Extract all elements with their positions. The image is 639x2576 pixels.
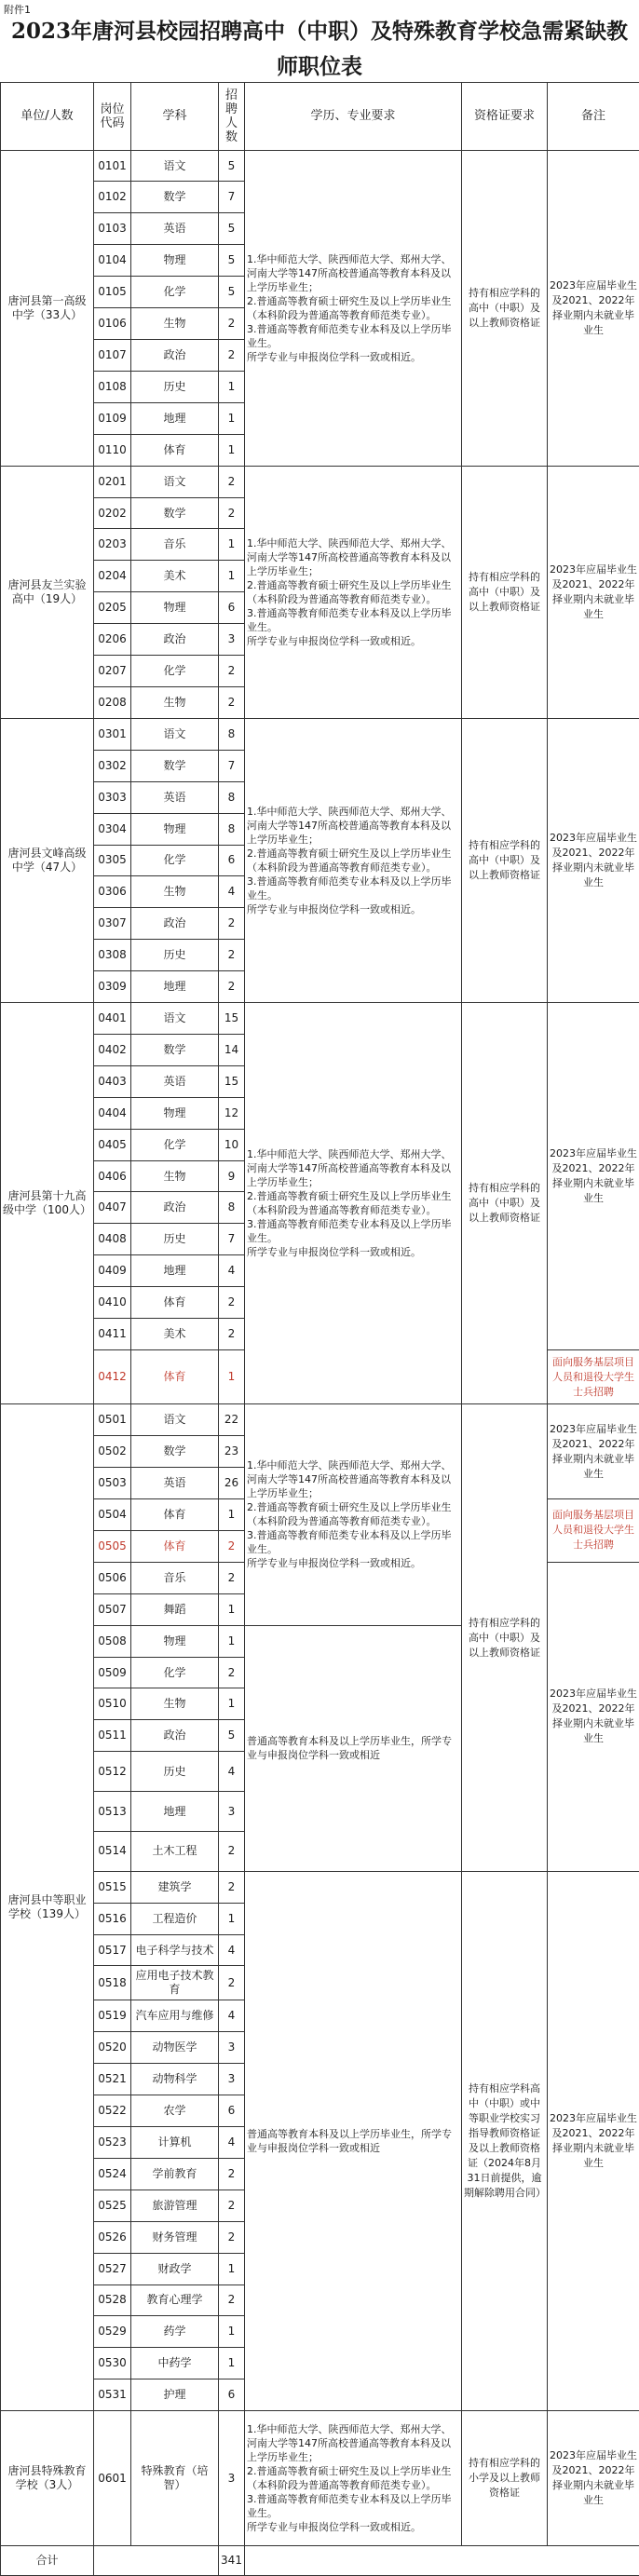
- hire-count: 14: [219, 1034, 245, 1065]
- subject: 英语: [131, 213, 219, 245]
- position-code: 0205: [94, 592, 131, 624]
- hire-count: 4: [219, 1255, 245, 1287]
- position-code: 0409: [94, 1255, 131, 1287]
- position-code: 0105: [94, 277, 131, 308]
- subject: 化学: [131, 1657, 219, 1688]
- subject: 体育: [131, 1499, 219, 1531]
- unit-cell: 唐河县第一高级中学（33人）: [1, 150, 94, 466]
- subject: 化学: [131, 1129, 219, 1160]
- subject: 学前教育: [131, 2158, 219, 2190]
- header-code: 岗位代码: [94, 83, 131, 151]
- edu-requirement: 1.华中师范大学、陕西师范大学、郑州大学、河南大学等147所高校普通高等教育本科及以上学历毕业生； 2.普通高等教育硕士研究生及以上学历毕业生（本科阶段为普通高等教育师范类专业）。 3.普通高等教育师范类专业本科及以上学历毕业生。 所学专业与申报岗位学科一致或相近。: [245, 718, 462, 1002]
- subject: 体育: [131, 1350, 219, 1404]
- header-qual: 资格证要求: [462, 83, 548, 151]
- subject: 美术: [131, 1319, 219, 1350]
- qualification-requirement: 持有相应学科的高中（中职）及以上教师资格证: [462, 466, 548, 718]
- hire-count: 1: [219, 2348, 245, 2379]
- page-title: [0, 14, 639, 85]
- subject: 电子科学与技术: [131, 1934, 219, 1966]
- position-code: 0204: [94, 561, 131, 592]
- subject: 政治: [131, 1192, 219, 1224]
- table-row: [1, 150, 639, 182]
- hire-count: 6: [219, 845, 245, 876]
- subject: 体育: [131, 434, 219, 466]
- hire-count: 1: [219, 2316, 245, 2348]
- edu-requirement: 1.华中师范大学、陕西师范大学、郑州大学、河南大学等147所高校普通高等教育本科及以上学历毕业生； 2.普通高等教育硕士研究生及以上学历毕业生（本科阶段为普通高等教育师范类专业）。 3.普通高等教育师范类专业本科及以上学历毕业生。 所学专业与申报岗位学科一致或相近。: [245, 1404, 462, 1625]
- hire-count: 4: [219, 1752, 245, 1792]
- position-code: 0518: [94, 1966, 131, 2000]
- edu-requirement: 普通高等教育本科及以上学历毕业生，所学专业与申报岗位学科一致或相近: [245, 1871, 462, 2410]
- hire-count: 1: [219, 434, 245, 466]
- note-red: 面向服务基层项目人员和退役大学生士兵招聘: [548, 1499, 639, 1563]
- header-row: [1, 83, 639, 151]
- position-code: 0516: [94, 1903, 131, 1934]
- hire-count: 2: [219, 1562, 245, 1593]
- subject: 化学: [131, 845, 219, 876]
- position-code: 0208: [94, 686, 131, 718]
- subject: 物理: [131, 813, 219, 845]
- subject: 历史: [131, 1224, 219, 1255]
- hire-count: 5: [219, 245, 245, 277]
- subject: 政治: [131, 908, 219, 940]
- hire-count: 1: [219, 371, 245, 402]
- position-code: 0407: [94, 1192, 131, 1224]
- subject: 财务管理: [131, 2221, 219, 2253]
- position-code: 0206: [94, 624, 131, 656]
- hire-count: 1: [219, 402, 245, 434]
- subject: 数学: [131, 750, 219, 781]
- position-code: 0207: [94, 656, 131, 687]
- subject: 化学: [131, 656, 219, 687]
- hire-count: 15: [219, 1003, 245, 1035]
- hire-count: 2: [219, 1287, 245, 1319]
- position-code: 0303: [94, 781, 131, 813]
- hire-count: 8: [219, 813, 245, 845]
- hire-count: 5: [219, 1720, 245, 1752]
- subject: 地理: [131, 971, 219, 1003]
- hire-count: 15: [219, 1065, 245, 1097]
- position-code: 0523: [94, 2127, 131, 2159]
- position-code: 0403: [94, 1065, 131, 1097]
- total-empty: [245, 2546, 639, 2576]
- hire-count: 2: [219, 971, 245, 1003]
- subject: 农学: [131, 2095, 219, 2127]
- unit-cell: 唐河县特殊教育学校（3人）: [1, 2411, 94, 2546]
- position-code: 0521: [94, 2064, 131, 2095]
- hire-count: 1: [219, 1903, 245, 1934]
- subject: 英语: [131, 1468, 219, 1499]
- position-code: 0110: [94, 434, 131, 466]
- position-code: 0301: [94, 718, 131, 750]
- position-code: 0601: [94, 2411, 131, 2546]
- hire-count: 2: [219, 656, 245, 687]
- hire-count: 2: [219, 1657, 245, 1688]
- position-code: 0530: [94, 2348, 131, 2379]
- subject: 地理: [131, 1255, 219, 1287]
- position-code: 0408: [94, 1224, 131, 1255]
- subject: 地理: [131, 402, 219, 434]
- position-code: 0406: [94, 1160, 131, 1192]
- hire-count: 2: [219, 2285, 245, 2316]
- position-code: 0306: [94, 876, 131, 908]
- subject: 语文: [131, 718, 219, 750]
- subject: 舞蹈: [131, 1593, 219, 1625]
- position-code: 0201: [94, 466, 131, 497]
- position-code: 0401: [94, 1003, 131, 1035]
- hire-count: 2: [219, 2221, 245, 2253]
- table-row: [1, 2411, 639, 2546]
- subject: 建筑学: [131, 1871, 219, 1903]
- hire-count: 2: [219, 466, 245, 497]
- hire-count: 3: [219, 2032, 245, 2064]
- position-code: 0511: [94, 1720, 131, 1752]
- hire-count: 3: [219, 2411, 245, 2546]
- hire-count: 1: [219, 1688, 245, 1720]
- position-code: 0519: [94, 2000, 131, 2032]
- hire-count: 7: [219, 182, 245, 213]
- hire-count: 9: [219, 1160, 245, 1192]
- qualification-requirement: 持有相应学科的高中（中职）及以上教师资格证: [462, 1003, 548, 1404]
- position-code: 0528: [94, 2285, 131, 2316]
- position-code: 0411: [94, 1319, 131, 1350]
- hire-count: 2: [219, 497, 245, 529]
- subject: 汽车应用与维修: [131, 2000, 219, 2032]
- subject: 旅游管理: [131, 2190, 219, 2221]
- hire-count: 2: [219, 1319, 245, 1350]
- subject: 语文: [131, 1003, 219, 1035]
- subject: 数学: [131, 182, 219, 213]
- subject: 生物: [131, 1688, 219, 1720]
- hire-count: 22: [219, 1404, 245, 1436]
- total-empty: [94, 2546, 219, 2576]
- position-code: 0309: [94, 971, 131, 1003]
- subject: 化学: [131, 277, 219, 308]
- hire-count: 8: [219, 718, 245, 750]
- position-code: 0109: [94, 402, 131, 434]
- position-code: 0514: [94, 1831, 131, 1871]
- hire-count: 2: [219, 940, 245, 971]
- subject: 历史: [131, 371, 219, 402]
- edu-requirement: 1.华中师范大学、陕西师范大学、郑州大学、河南大学等147所高校普通高等教育本科及以上学历毕业生； 2.普通高等教育硕士研究生及以上学历毕业生（本科阶段为普通高等教育师范类专业）。 3.普通高等教育师范类专业本科及以上学历毕业生。 所学专业与申报岗位学科一致或相近。: [245, 1003, 462, 1404]
- hire-count: 1: [219, 1499, 245, 1531]
- position-code: 0512: [94, 1752, 131, 1792]
- subject: 特殊教育（培智）: [131, 2411, 219, 2546]
- hire-count: 3: [219, 1792, 245, 1832]
- position-code: 0305: [94, 845, 131, 876]
- unit-cell: 唐河县友兰实验高中（19人）: [1, 466, 94, 718]
- header-note: 备注: [548, 83, 639, 151]
- position-code: 0502: [94, 1436, 131, 1468]
- subject: 英语: [131, 1065, 219, 1097]
- hire-count: 7: [219, 1224, 245, 1255]
- subject: 语文: [131, 150, 219, 182]
- qualification-requirement: 持有相应学科高中（中职）或中等职业学校实习指导教师资格证及以上教师资格证（2024年8月31日前提供，逾期解除聘用合同）: [462, 1871, 548, 2410]
- subject: 英语: [131, 781, 219, 813]
- hire-count: 4: [219, 2000, 245, 2032]
- hire-count: 2: [219, 1530, 245, 1562]
- subject: 历史: [131, 940, 219, 971]
- subject: 物理: [131, 592, 219, 624]
- subject: 音乐: [131, 1562, 219, 1593]
- hire-count: 2: [219, 686, 245, 718]
- hire-count: 4: [219, 2127, 245, 2159]
- hire-count: 4: [219, 1934, 245, 1966]
- position-code: 0515: [94, 1871, 131, 1903]
- hire-count: 2: [219, 340, 245, 372]
- hire-count: 3: [219, 2064, 245, 2095]
- table-row: [1, 466, 639, 497]
- position-code: 0505: [94, 1530, 131, 1562]
- hire-count: 6: [219, 592, 245, 624]
- hire-count: 5: [219, 277, 245, 308]
- subject: 物理: [131, 245, 219, 277]
- qualification-requirement: 持有相应学科的高中（中职）及以上教师资格证: [462, 150, 548, 466]
- position-code: 0522: [94, 2095, 131, 2127]
- subject: 物理: [131, 1097, 219, 1129]
- table-row: [1, 1871, 639, 1903]
- subject: 计算机: [131, 2127, 219, 2159]
- hire-count: 12: [219, 1097, 245, 1129]
- note: 2023年应届毕业生及2021、2022年择业期内未就业毕业生: [548, 718, 639, 1002]
- subject: 生物: [131, 876, 219, 908]
- header-unit: 单位/人数: [1, 83, 94, 151]
- hire-count: 3: [219, 624, 245, 656]
- note-red: 面向服务基层项目人员和退役大学生士兵招聘: [548, 1350, 639, 1404]
- note: 2023年应届毕业生及2021、2022年择业期内未就业毕业生: [548, 1871, 639, 2410]
- subject: 政治: [131, 624, 219, 656]
- hire-count: 1: [219, 1350, 245, 1404]
- position-code: 0529: [94, 2316, 131, 2348]
- position-code: 0510: [94, 1688, 131, 1720]
- position-code: 0504: [94, 1499, 131, 1531]
- header-subject: 学科: [131, 83, 219, 151]
- position-code: 0517: [94, 1934, 131, 1966]
- unit-cell: 唐河县文峰高级中学（47人）: [1, 718, 94, 1002]
- subject: 生物: [131, 308, 219, 340]
- position-code: 0501: [94, 1404, 131, 1436]
- position-code: 0106: [94, 308, 131, 340]
- total-row: [1, 2546, 639, 2576]
- subject: 政治: [131, 340, 219, 372]
- hire-count: 1: [219, 1625, 245, 1657]
- position-code: 0304: [94, 813, 131, 845]
- position-code: 0103: [94, 213, 131, 245]
- subject: 数学: [131, 1436, 219, 1468]
- title-line-2: 师职位表: [277, 54, 362, 79]
- position-code: 0402: [94, 1034, 131, 1065]
- subject: 地理: [131, 1792, 219, 1832]
- position-code: 0107: [94, 340, 131, 372]
- position-code: 0513: [94, 1792, 131, 1832]
- attachment-label: 附件1: [4, 4, 31, 16]
- position-code: 0104: [94, 245, 131, 277]
- hire-count: 1: [219, 561, 245, 592]
- hire-count: 8: [219, 781, 245, 813]
- table-row: [1, 1003, 639, 1035]
- position-code: 0503: [94, 1468, 131, 1499]
- subject: 中药学: [131, 2348, 219, 2379]
- edu-requirement: 1.华中师范大学、陕西师范大学、郑州大学、河南大学等147所高校普通高等教育本科及以上学历毕业生； 2.普通高等教育硕士研究生及以上学历毕业生（本科阶段为普通高等教育师范类专业）。 3.普通高等教育师范类专业本科及以上学历毕业生。 所学专业与申报岗位学科一致或相近。: [245, 466, 462, 718]
- edu-requirement: 普通高等教育本科及以上学历毕业生，所学专业与申报岗位学科一致或相近: [245, 1625, 462, 1871]
- position-code: 0509: [94, 1657, 131, 1688]
- subject: 应用电子技术教育: [131, 1966, 219, 2000]
- subject: 体育: [131, 1287, 219, 1319]
- note: 2023年应届毕业生及2021、2022年择业期内未就业毕业生: [548, 1003, 639, 1350]
- total-value: 341: [219, 2546, 245, 2576]
- hire-count: 23: [219, 1436, 245, 1468]
- hire-count: 8: [219, 1192, 245, 1224]
- subject: 数学: [131, 1034, 219, 1065]
- hire-count: 2: [219, 1966, 245, 2000]
- position-code: 0508: [94, 1625, 131, 1657]
- hire-count: 5: [219, 150, 245, 182]
- position-code: 0526: [94, 2221, 131, 2253]
- edu-requirement: 1.华中师范大学、陕西师范大学、郑州大学、河南大学等147所高校普通高等教育本科及以上学历毕业生； 2.普通高等教育硕士研究生及以上学历毕业生（本科阶段为普通高等教育师范类专业）。 3.普通高等教育师范类专业本科及以上学历毕业生。 所学专业与申报岗位学科一致或相近。: [245, 2411, 462, 2546]
- hire-count: 26: [219, 1468, 245, 1499]
- hire-count: 1: [219, 1593, 245, 1625]
- title-line-1: 2023年唐河县校园招聘高中（中职）及特殊教育学校急需紧缺教: [10, 19, 628, 44]
- subject: 财政学: [131, 2253, 219, 2285]
- subject: 语文: [131, 466, 219, 497]
- hire-count: 2: [219, 2190, 245, 2221]
- note: 2023年应届毕业生及2021、2022年择业期内未就业毕业生: [548, 1404, 639, 1499]
- hire-count: 4: [219, 876, 245, 908]
- position-code: 0507: [94, 1593, 131, 1625]
- hire-count: 2: [219, 2158, 245, 2190]
- hire-count: 2: [219, 908, 245, 940]
- hire-count: 5: [219, 213, 245, 245]
- subject: 动物科学: [131, 2064, 219, 2095]
- position-code: 0302: [94, 750, 131, 781]
- position-code: 0524: [94, 2158, 131, 2190]
- subject: 音乐: [131, 529, 219, 561]
- total-label: 合计: [1, 2546, 94, 2576]
- unit-cell: 唐河县中等职业学校（139人）: [1, 1404, 94, 2411]
- hire-count: 6: [219, 2379, 245, 2411]
- positions-table: [0, 82, 639, 2576]
- position-code: 0525: [94, 2190, 131, 2221]
- qualification-requirement: 持有相应学科的小学及以上教师资格证: [462, 2411, 548, 2546]
- subject: 物理: [131, 1625, 219, 1657]
- subject: 护理: [131, 2379, 219, 2411]
- position-code: 0527: [94, 2253, 131, 2285]
- unit-cell: 唐河县第十九高级中学（100人）: [1, 1003, 94, 1404]
- qualification-requirement: 持有相应学科的高中（中职）及以上教师资格证: [462, 1404, 548, 1871]
- note: 2023年应届毕业生及2021、2022年择业期内未就业毕业生: [548, 466, 639, 718]
- position-code: 0108: [94, 371, 131, 402]
- subject: 教育心理学: [131, 2285, 219, 2316]
- subject: 数学: [131, 497, 219, 529]
- note: 2023年应届毕业生及2021、2022年择业期内未就业毕业生: [548, 1562, 639, 1871]
- position-code: 0506: [94, 1562, 131, 1593]
- table-row: [1, 1404, 639, 1436]
- note: 2023年应届毕业生及2021、2022年择业期内未就业毕业生: [548, 2411, 639, 2546]
- position-code: 0404: [94, 1097, 131, 1129]
- table-row: [1, 718, 639, 750]
- hire-count: 1: [219, 529, 245, 561]
- position-code: 0102: [94, 182, 131, 213]
- position-code: 0520: [94, 2032, 131, 2064]
- table-body: [1, 83, 639, 2576]
- subject: 生物: [131, 686, 219, 718]
- subject: 体育: [131, 1530, 219, 1562]
- position-code: 0203: [94, 529, 131, 561]
- hire-count: 10: [219, 1129, 245, 1160]
- position-code: 0307: [94, 908, 131, 940]
- header-count: 招聘人数: [219, 83, 245, 151]
- hire-count: 2: [219, 1871, 245, 1903]
- qualification-requirement: 持有相应学科的高中（中职）及以上教师资格证: [462, 718, 548, 1002]
- subject: 动物医学: [131, 2032, 219, 2064]
- position-code: 0410: [94, 1287, 131, 1319]
- position-code: 0405: [94, 1129, 131, 1160]
- subject: 药学: [131, 2316, 219, 2348]
- header-edu: 学历、专业要求: [245, 83, 462, 151]
- position-code: 0531: [94, 2379, 131, 2411]
- position-code: 0308: [94, 940, 131, 971]
- subject: 生物: [131, 1160, 219, 1192]
- hire-count: 1: [219, 2253, 245, 2285]
- position-code: 0412: [94, 1350, 131, 1404]
- subject: 土木工程: [131, 1831, 219, 1871]
- subject: 工程造价: [131, 1903, 219, 1934]
- position-code: 0101: [94, 150, 131, 182]
- subject: 历史: [131, 1752, 219, 1792]
- position-code: 0202: [94, 497, 131, 529]
- hire-count: 2: [219, 308, 245, 340]
- note: 2023年应届毕业生及2021、2022年择业期内未就业毕业生: [548, 150, 639, 466]
- hire-count: 2: [219, 1831, 245, 1871]
- hire-count: 7: [219, 750, 245, 781]
- subject: 美术: [131, 561, 219, 592]
- edu-requirement: 1.华中师范大学、陕西师范大学、郑州大学、河南大学等147所高校普通高等教育本科及以上学历毕业生； 2.普通高等教育硕士研究生及以上学历毕业生（本科阶段为普通高等教育师范类专业）。 3.普通高等教育师范类专业本科及以上学历毕业生。 所学专业与申报岗位学科一致或相近。: [245, 150, 462, 466]
- subject: 语文: [131, 1404, 219, 1436]
- subject: 政治: [131, 1720, 219, 1752]
- hire-count: 6: [219, 2095, 245, 2127]
